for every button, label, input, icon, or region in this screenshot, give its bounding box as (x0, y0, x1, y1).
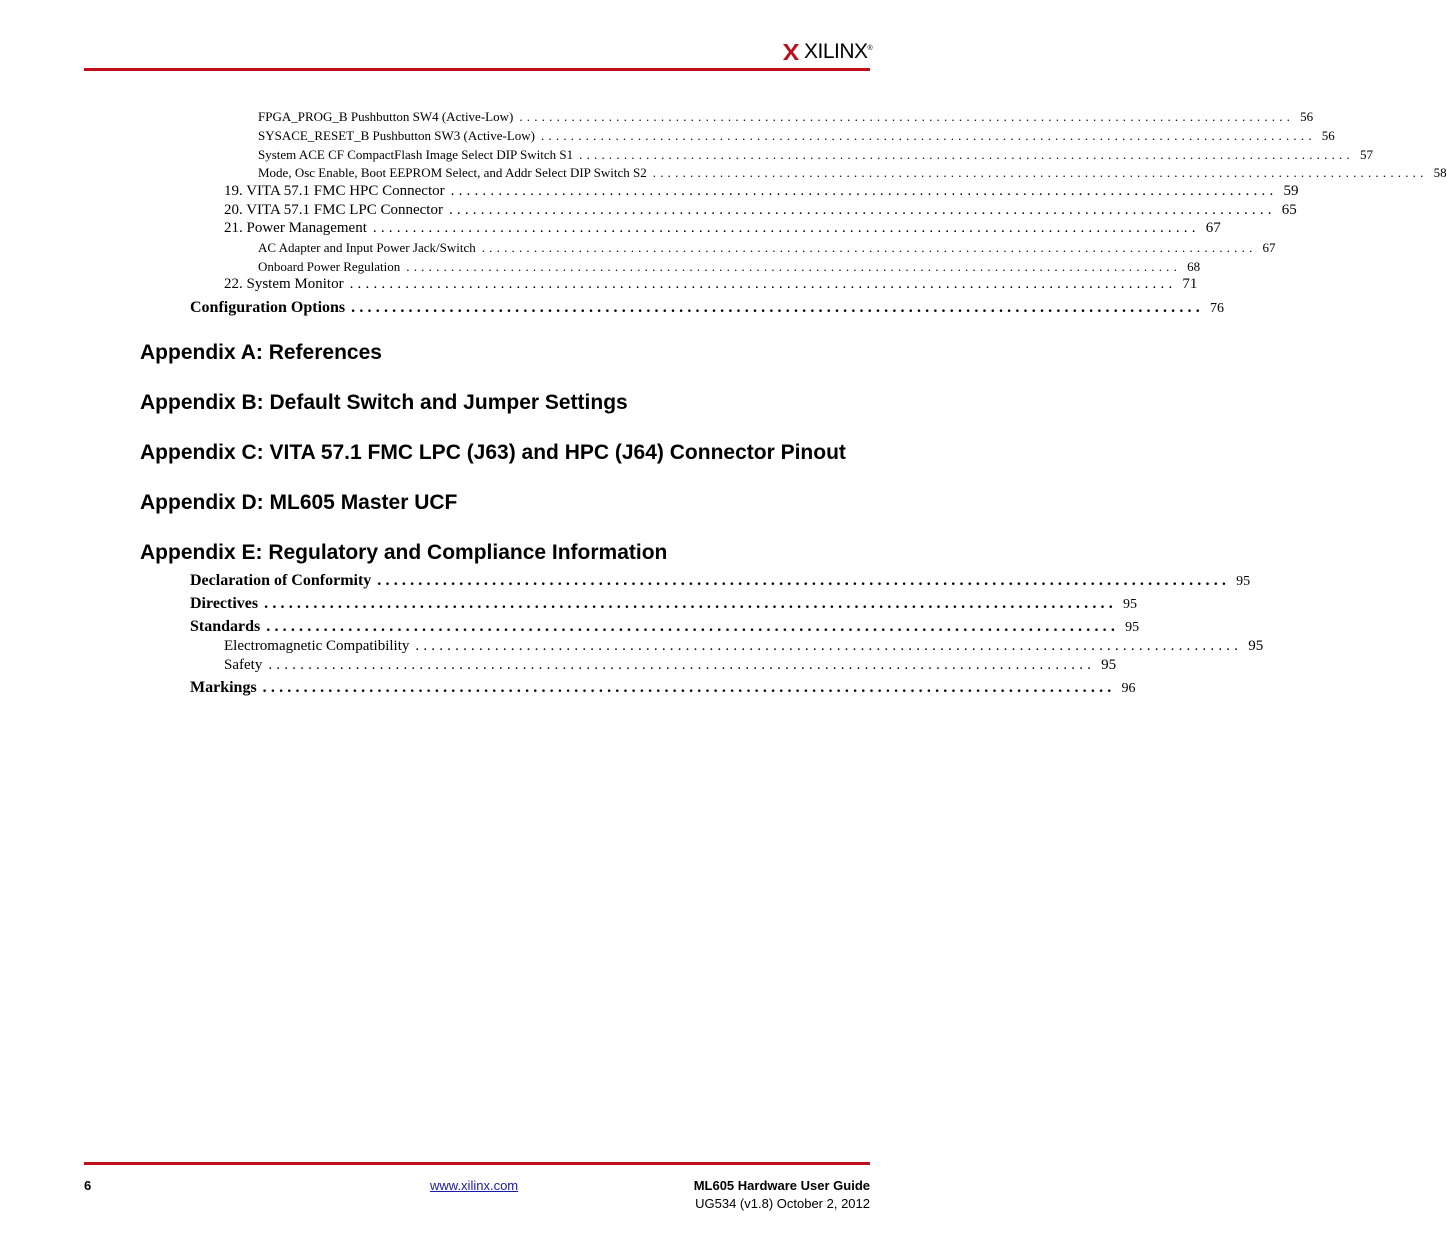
guide-title: ML605 Hardware User Guide (693, 1178, 870, 1193)
toc-entry[interactable] (190, 299, 1224, 316)
xilinx-website-link[interactable]: www.xilinx.com (430, 1178, 519, 1193)
toc-entry[interactable] (190, 572, 1251, 589)
toc-entry[interactable] (224, 183, 1299, 199)
appendix-d-heading[interactable]: Appendix D: ML605 Master UCF (140, 491, 458, 514)
appendix-c-heading[interactable]: Appendix C: VITA 57.1 FMC LPC (J63) and HPC (J64) Connector Pinout (140, 441, 846, 464)
toc-entry[interactable] (224, 657, 1117, 673)
toc-leader: ........................................................................................................ (351, 299, 1204, 316)
toc-leader: ........................................................................................................ (349, 276, 1177, 292)
toc-leader: ........................................................................................................ (406, 259, 1182, 274)
toc-entry-page: 59 (1283, 183, 1299, 199)
toc-entry-title: 21. Power Management (224, 220, 367, 236)
toc-entry[interactable] (258, 109, 1314, 124)
toc-leader: ........................................................................................................ (450, 183, 1278, 199)
toc-leader: ........................................................................................................ (268, 657, 1096, 673)
appendix-b-heading[interactable]: Appendix B: Default Switch and Jumper Settings (140, 391, 628, 414)
toc-entry-page: 95 (1236, 574, 1251, 589)
toc-entry-page: 96 (1121, 681, 1136, 696)
toc-entry-page: 65 (1281, 202, 1297, 218)
toc-entry-page: 95 (1125, 620, 1140, 635)
toc-entry-title: Electromagnetic Compatibility (224, 638, 410, 654)
toc-entry[interactable] (258, 128, 1335, 143)
toc-entry-page: 95 (1248, 638, 1264, 654)
toc-leader: ........................................................................................................ (448, 202, 1276, 218)
toc-entry-page: 68 (1187, 259, 1201, 274)
toc-entry[interactable] (258, 147, 1373, 162)
toc-entry[interactable] (224, 276, 1198, 292)
toc-entry-title: Declaration of Conformity (190, 572, 372, 589)
footer-doc-info (694, 1177, 870, 1213)
toc-entry-page: 95 (1101, 657, 1117, 673)
toc-leader: ........................................................................................................ (652, 165, 1428, 180)
toc-leader: ........................................................................................................ (262, 679, 1116, 696)
toc-entry-title: SYSACE_RESET_B Pushbutton SW3 (Active-Low) (258, 128, 535, 143)
doc-version: UG534 (v1.8) October 2, 2012 (695, 1196, 870, 1211)
toc-entry[interactable] (258, 240, 1276, 255)
toc-entry-title: Onboard Power Regulation (258, 259, 401, 274)
toc-entry-title: Directives (190, 595, 259, 612)
toc-entry-page: 71 (1182, 276, 1198, 292)
toc-leader: ........................................................................................................ (579, 147, 1354, 162)
toc-entry-title: Safety (224, 657, 263, 673)
toc-leader: ........................................................................................................ (519, 109, 1295, 124)
toc-entry[interactable] (224, 220, 1221, 236)
toc-leader: ........................................................................................................ (540, 128, 1316, 143)
toc-leader: ........................................................................................................ (264, 595, 1117, 612)
toc-entry-title: 22. System Monitor (224, 276, 344, 292)
toc-entry-page: 76 (1209, 301, 1224, 316)
toc-entry-title: Standards (190, 618, 261, 635)
toc-entry[interactable] (224, 202, 1297, 218)
toc-entry-title: System ACE CF CompactFlash Image Select DIP Switch S1 (258, 147, 574, 162)
toc-entry-title: 19. VITA 57.1 FMC HPC Connector (224, 183, 445, 199)
toc-entry-page: 58 (1433, 165, 1447, 180)
toc-entry-title: Markings (190, 679, 257, 696)
toc-entry[interactable] (224, 638, 1264, 654)
page-number: 6 (84, 1178, 92, 1193)
toc-entry[interactable] (190, 618, 1140, 635)
xilinx-x-mark-icon (782, 43, 800, 61)
logo-text: XILINX® (804, 40, 873, 63)
toc-entry-page: 56 (1300, 109, 1314, 124)
xilinx-logo (782, 38, 872, 66)
toc-entry[interactable] (258, 165, 1447, 180)
toc-entry-page: 95 (1122, 597, 1137, 612)
toc-entry-title: FPGA_PROG_B Pushbutton SW4 (Active-Low) (258, 109, 514, 124)
toc-entry-title: Configuration Options (190, 299, 346, 316)
toc-entry[interactable] (258, 259, 1201, 274)
toc-entry-title: Mode, Osc Enable, Boot EEPROM Select, and Addr Select DIP Switch S2 (258, 165, 647, 180)
appendix-e-heading[interactable]: Appendix E: Regulatory and Compliance Information (140, 541, 668, 564)
toc-leader: ........................................................................................................ (266, 618, 1120, 635)
toc-leader: ........................................................................................................ (377, 572, 1231, 589)
toc-entry[interactable] (190, 595, 1137, 612)
toc-leader: ........................................................................................................ (481, 240, 1257, 255)
header-rule (84, 68, 870, 71)
toc-leader: ........................................................................................................ (372, 220, 1200, 236)
toc-entry-page: 57 (1359, 147, 1373, 162)
toc-leader: ........................................................................................................ (415, 638, 1243, 654)
appendix-a-heading[interactable]: Appendix A: References (140, 341, 382, 364)
toc-entry-page: 56 (1321, 128, 1335, 143)
toc-entry[interactable] (190, 679, 1136, 696)
footer-rule (84, 1162, 870, 1165)
toc-entry-page: 67 (1262, 240, 1276, 255)
toc-entry-page: 67 (1205, 220, 1221, 236)
toc-entry-title: AC Adapter and Input Power Jack/Switch (258, 240, 476, 255)
toc-entry-title: 20. VITA 57.1 FMC LPC Connector (224, 202, 443, 218)
